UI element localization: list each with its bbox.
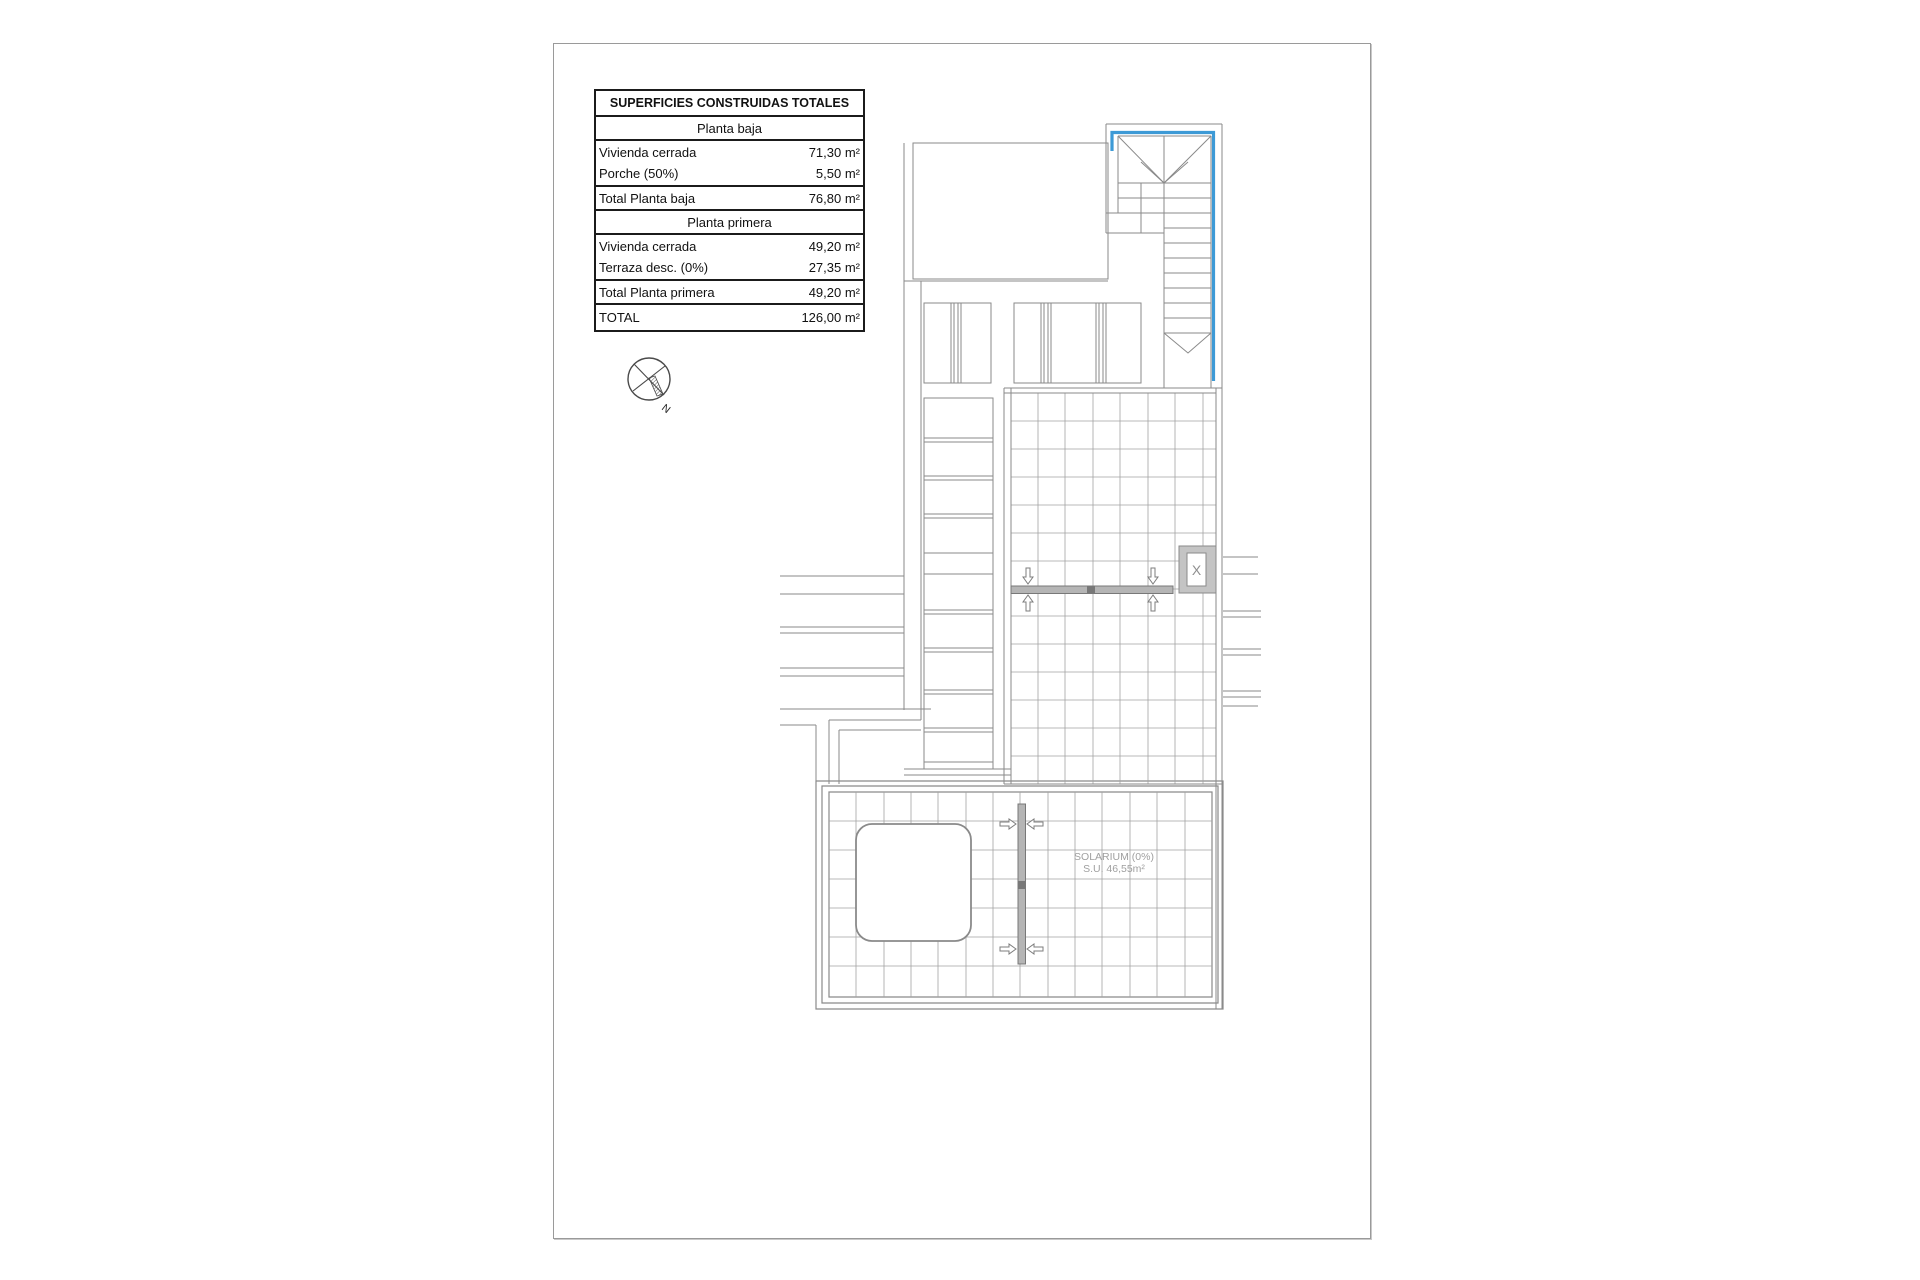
shaft-marker-label: X (1191, 562, 1202, 578)
table-row (596, 163, 863, 184)
neighbour-lines-right (1223, 557, 1261, 706)
section-header-planta-primera: Planta primera (596, 209, 863, 233)
direction-arrow (1027, 819, 1043, 829)
staircase (1106, 124, 1222, 388)
svg-text:SOLARIUM (0%): SOLARIUM (0%) (1074, 851, 1154, 863)
pergola-group-left (924, 303, 991, 383)
direction-arrow (1027, 944, 1043, 954)
grand-total-row (596, 303, 863, 330)
table-row (596, 257, 863, 278)
table-row (596, 236, 863, 257)
table-row (596, 142, 863, 163)
direction-arrow (1148, 568, 1158, 584)
row-label: Terraza desc. (0%) (599, 260, 709, 275)
jacuzzi (856, 824, 971, 941)
pergola-group-right (1014, 303, 1141, 383)
surfaces-table (594, 89, 865, 332)
row-value: 49,20 m² (808, 284, 860, 300)
row-value: 126,00 m² (801, 310, 860, 325)
row-label: Total Planta baja (599, 190, 696, 206)
row-label: TOTAL (599, 310, 640, 325)
direction-arrow (1000, 944, 1016, 954)
row-value: 5,50 m² (815, 166, 860, 181)
compass-icon (628, 358, 673, 416)
direction-arrow (1000, 819, 1016, 829)
row-value: 27,35 m² (808, 260, 860, 275)
direction-arrow (1023, 568, 1033, 584)
neighbour-lines-left (780, 576, 931, 725)
roof-outline (913, 143, 1108, 279)
shaft-marker (1179, 546, 1216, 593)
solarium-label (1074, 851, 1154, 875)
section-header-planta-baja: Planta baja (596, 115, 863, 139)
table-title: SUPERFICIES CONSTRUIDAS TOTALES (609, 95, 850, 110)
row-label: Vivienda cerrada (599, 239, 697, 254)
row-label: Porche (50%) (599, 166, 679, 181)
row-value: 71,30 m² (808, 145, 860, 160)
drawing-page (553, 43, 1371, 1239)
svg-text:S.U. 46,55m²: S.U. 46,55m² (1083, 863, 1145, 875)
row-label: Total Planta primera (599, 284, 715, 300)
row-value: 49,20 m² (808, 239, 860, 254)
compass-north-label: N (659, 401, 673, 417)
planta-primera-rows (596, 233, 863, 279)
planta-baja-rows (596, 139, 863, 185)
row-value: 76,80 m² (808, 190, 860, 206)
direction-arrow (1148, 595, 1158, 611)
balustrade-terrace (1011, 568, 1173, 611)
direction-arrow (1023, 595, 1033, 611)
balustrade-solarium (1000, 804, 1043, 964)
slat-strip (924, 398, 993, 769)
planta-primera-total-row (596, 279, 863, 303)
planta-baja-total-row (596, 185, 863, 209)
row-label: Vivienda cerrada (599, 145, 697, 160)
